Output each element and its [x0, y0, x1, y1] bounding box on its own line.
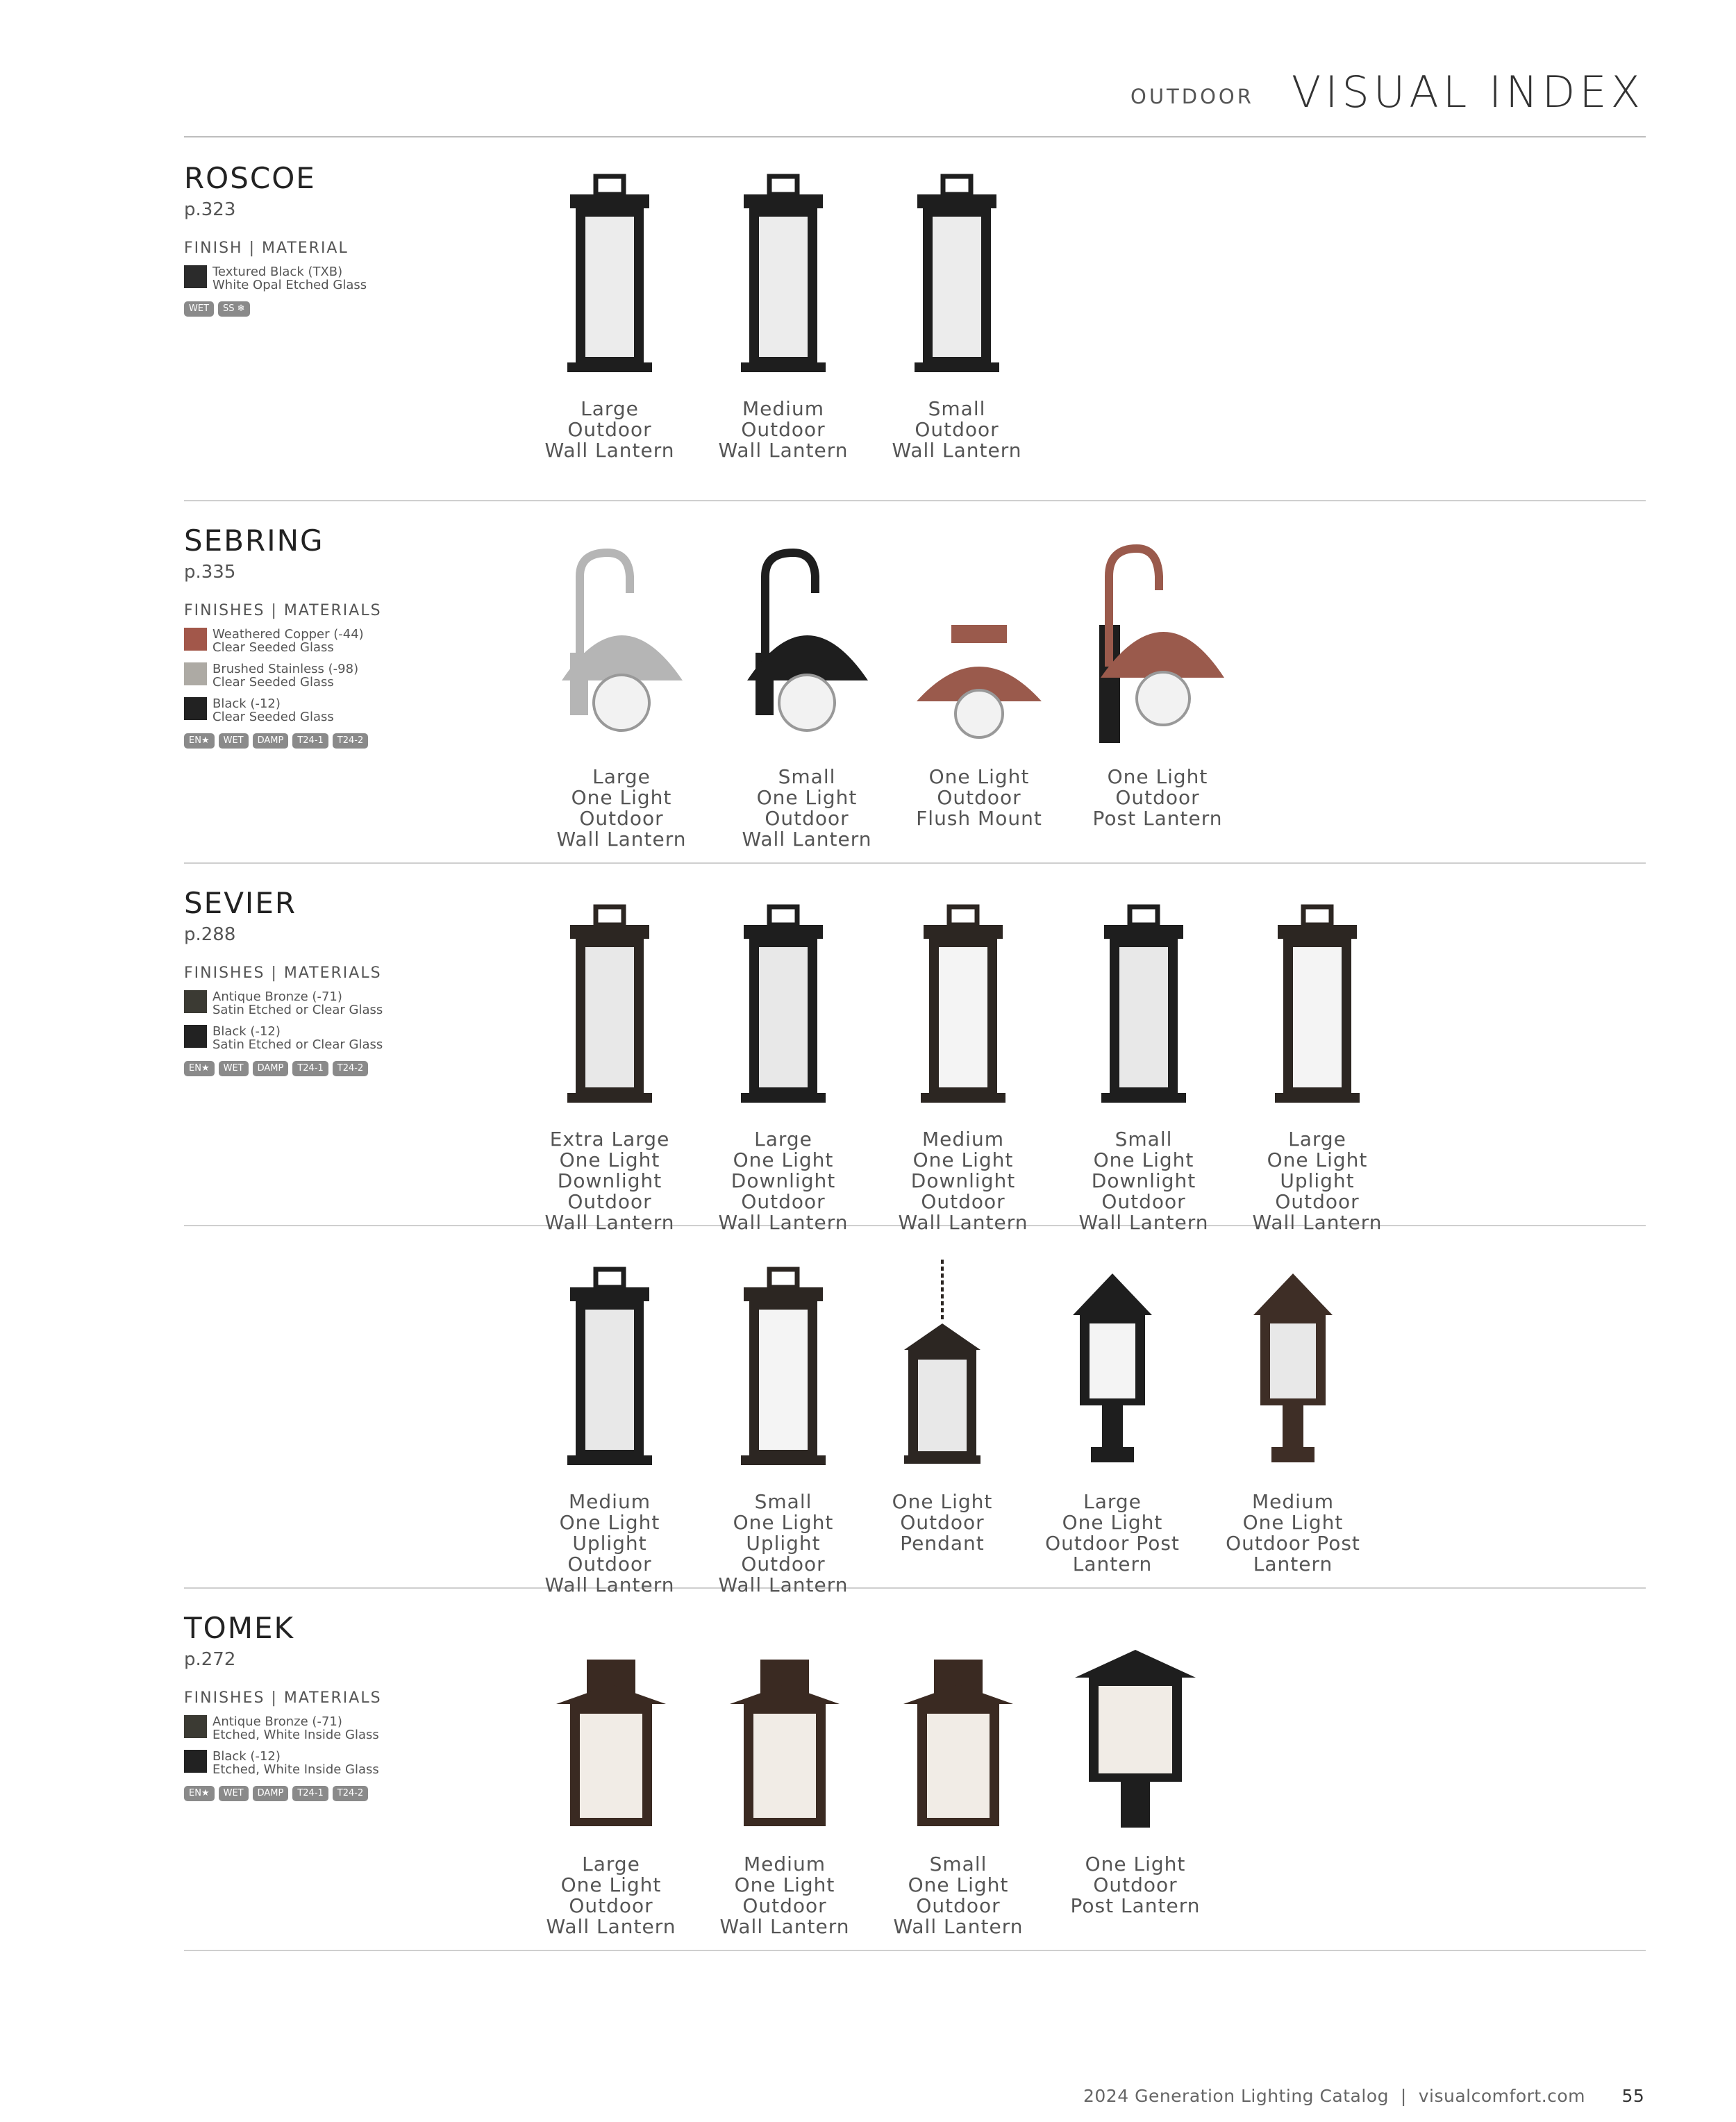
product-label-line: Wall Lantern — [898, 1211, 1028, 1234]
finish-swatch — [184, 697, 207, 720]
lantern-icon — [911, 904, 1015, 1105]
product-image[interactable] — [849, 1260, 1036, 1468]
product-label-line: Outdoor — [1101, 1190, 1186, 1213]
series-sebring — [184, 524, 496, 749]
product-tile[interactable] — [1019, 1260, 1206, 1575]
finish-swatch — [184, 990, 207, 1013]
product-label-line: Uplight — [572, 1532, 647, 1555]
lantern-icon — [1265, 904, 1369, 1105]
product-label-line: One Light — [733, 1148, 834, 1171]
product-image[interactable] — [690, 897, 877, 1105]
product-label-line: Small — [1115, 1128, 1173, 1151]
product-label-line: Outdoor — [567, 1190, 652, 1213]
product-label-line: Outdoor Post — [1045, 1532, 1180, 1555]
product-label-line: Small — [778, 765, 836, 788]
badge: WET — [219, 1786, 249, 1801]
product-label-line: One Light — [733, 1511, 834, 1534]
flush-mount-icon — [910, 618, 1049, 743]
product-label-line: Outdoor — [1275, 1190, 1360, 1213]
finish-row — [184, 1715, 496, 1741]
product-label-line: Small — [928, 397, 986, 420]
series-page-ref[interactable]: p.288 — [184, 924, 236, 945]
product-label — [516, 1492, 703, 1596]
page-footer — [1083, 2086, 1644, 2106]
product-label-line: Wall Lantern — [718, 439, 849, 462]
badge: EN★ — [184, 1786, 215, 1801]
product-label-line: Medium — [742, 397, 824, 420]
product-label-line: One Light — [559, 1148, 660, 1171]
craftsman-lantern-icon — [552, 1657, 670, 1830]
craftsman-post-icon — [1069, 1643, 1201, 1830]
footer-separator: | — [1400, 2086, 1407, 2106]
product-label — [863, 399, 1051, 461]
product-label-line: Outdoor — [937, 786, 1021, 809]
product-label-line: Downlight — [731, 1169, 836, 1192]
product-label-line: One Light — [756, 786, 858, 809]
product-label-line: Outdoor — [567, 1553, 652, 1576]
product-label-line: Wall Lantern — [718, 1573, 849, 1596]
rating-badges — [184, 301, 496, 317]
product-label-line: Outdoor — [921, 1190, 1005, 1213]
product-label-line: One Light — [892, 1490, 993, 1513]
finish-row — [184, 1750, 496, 1776]
badge: EN★ — [184, 733, 215, 749]
product-tile[interactable] — [869, 897, 1057, 1233]
product-label-line: Outdoor — [916, 1894, 1001, 1917]
product-label-line: Outdoor Post — [1226, 1532, 1360, 1555]
craftsman-lantern-icon — [899, 1657, 1017, 1830]
product-tile[interactable] — [1050, 897, 1237, 1233]
section-label: OUTDOOR — [1130, 85, 1254, 108]
product-label-line: Lantern — [1253, 1553, 1333, 1576]
product-label-line: Uplight — [746, 1532, 821, 1555]
product-label-line: Outdoor — [741, 418, 826, 441]
product-label — [1064, 767, 1251, 829]
product-image[interactable] — [517, 1622, 705, 1830]
product-image[interactable] — [690, 167, 877, 375]
product-label-line: Outdoor — [741, 1190, 826, 1213]
product-tile[interactable] — [863, 167, 1051, 461]
finish-heading: FINISHES | MATERIALS — [184, 964, 382, 982]
finish-swatch — [184, 265, 207, 288]
lantern-icon — [731, 1267, 835, 1468]
section-divider — [184, 500, 1646, 501]
series-name: SEBRING — [184, 524, 324, 558]
series-name: ROSCOE — [184, 161, 316, 195]
product-label-line: Wall Lantern — [1252, 1211, 1383, 1234]
product-label-line: One Light — [1085, 1853, 1186, 1875]
catalog-name: 2024 Generation Lighting Catalog — [1083, 2086, 1389, 2106]
product-label-line: Wall Lantern — [742, 828, 872, 851]
lantern-icon — [558, 1267, 662, 1468]
product-label — [1199, 1492, 1387, 1575]
finish-heading: FINISHES | MATERIALS — [184, 602, 382, 619]
product-tile[interactable] — [516, 167, 703, 461]
website-link[interactable]: visualcomfort.com — [1418, 2086, 1586, 2106]
product-label — [1042, 1854, 1229, 1916]
product-image[interactable] — [1050, 897, 1237, 1105]
lantern-icon — [905, 174, 1009, 375]
finish-row — [184, 265, 496, 292]
product-image[interactable] — [1224, 897, 1411, 1105]
product-label-line: Wall Lantern — [544, 1211, 675, 1234]
product-tile[interactable] — [690, 167, 877, 461]
lantern-icon — [731, 904, 835, 1105]
product-tile[interactable] — [517, 1622, 705, 1937]
product-label-line: Outdoor — [567, 418, 652, 441]
product-label-line: One Light — [559, 1511, 660, 1534]
product-image[interactable] — [1042, 1622, 1229, 1830]
product-label-line: Pendant — [900, 1532, 985, 1555]
lantern-icon — [731, 174, 835, 375]
product-image[interactable] — [869, 897, 1057, 1105]
finish-row — [184, 628, 496, 654]
product-label-line: Downlight — [557, 1169, 662, 1192]
material-name: Satin Etched or Clear Glass — [212, 1037, 383, 1052]
product-tile[interactable] — [713, 535, 901, 850]
product-label-line: One Light — [734, 1873, 835, 1896]
product-image[interactable] — [516, 1260, 703, 1468]
product-label-line: Post Lantern — [1092, 807, 1223, 830]
section-divider — [184, 1950, 1646, 1951]
rating-badges — [184, 1786, 496, 1801]
finish-swatch — [184, 1715, 207, 1738]
section-divider — [184, 862, 1646, 864]
product-image[interactable] — [1199, 1260, 1387, 1468]
product-label-line: Downlight — [1091, 1169, 1196, 1192]
product-label-line: Large — [592, 765, 651, 788]
series-page-ref[interactable]: p.335 — [184, 562, 236, 583]
product-image[interactable] — [691, 1622, 878, 1830]
product-tile[interactable] — [691, 1622, 878, 1937]
material-name: Clear Seeded Glass — [212, 675, 334, 690]
product-label-line: Wall Lantern — [892, 439, 1022, 462]
pendant-icon — [890, 1260, 994, 1468]
badge: DAMP — [253, 1786, 289, 1801]
material-name: Clear Seeded Glass — [212, 640, 334, 655]
finish-row — [184, 662, 496, 689]
product-label-line: Outdoor — [569, 1894, 653, 1917]
page-title: VISUAL INDEX — [1291, 67, 1644, 117]
product-label-line: Extra Large — [549, 1128, 670, 1151]
material-name: Etched, White Inside Glass — [212, 1728, 379, 1742]
finish-name: Black (-12) — [212, 696, 281, 711]
product-label-line: Medium — [1252, 1490, 1334, 1513]
material-name: White Opal Etched Glass — [212, 278, 367, 292]
product-label-line: Large — [1083, 1490, 1142, 1513]
product-label — [1224, 1129, 1411, 1233]
product-label-line: Large — [754, 1128, 812, 1151]
product-label — [517, 1854, 705, 1937]
product-label — [865, 1854, 1052, 1937]
badge: T24-1 — [292, 1061, 328, 1076]
product-label — [869, 1129, 1057, 1233]
product-label-line: Wall Lantern — [544, 1573, 675, 1596]
product-tile[interactable] — [516, 1260, 703, 1596]
badge: DAMP — [253, 1061, 289, 1076]
product-label-line: Large — [1288, 1128, 1346, 1151]
product-label-line: Post Lantern — [1070, 1894, 1201, 1917]
rating-badges — [184, 1061, 496, 1076]
product-label-line: Wall Lantern — [1078, 1211, 1209, 1234]
product-label-line: Small — [929, 1853, 987, 1875]
product-tile[interactable] — [516, 897, 703, 1233]
product-label-line: Small — [754, 1490, 812, 1513]
finish-swatch — [184, 1025, 207, 1048]
series-sevier — [184, 886, 496, 1076]
badge: WET — [184, 301, 214, 317]
finish-swatch — [184, 662, 207, 685]
product-tile[interactable] — [865, 1622, 1052, 1937]
product-tile[interactable] — [690, 897, 877, 1233]
product-label-line: One Light — [908, 1873, 1009, 1896]
product-label-line: Wall Lantern — [544, 439, 675, 462]
material-name: Satin Etched or Clear Glass — [212, 1003, 383, 1017]
post-lantern-icon — [1241, 1260, 1345, 1468]
finish-name: Textured Black (TXB) — [212, 265, 343, 279]
series-page-ref[interactable]: p.272 — [184, 1649, 236, 1670]
finish-swatch — [184, 628, 207, 651]
series-tomek — [184, 1611, 496, 1801]
product-label-line: Lantern — [1072, 1553, 1153, 1576]
product-label-line: One Light — [571, 786, 672, 809]
badge: T24-2 — [333, 1061, 368, 1076]
product-label-line: Medium — [744, 1853, 826, 1875]
product-label-line: One Light — [1242, 1511, 1344, 1534]
badge: SS ❄ — [218, 301, 250, 317]
product-label-line: Wall Lantern — [718, 1211, 849, 1234]
rating-badges — [184, 733, 496, 749]
product-label-line: Outdoor — [915, 418, 999, 441]
lantern-icon — [558, 904, 662, 1105]
product-label — [516, 399, 703, 461]
series-roscoe — [184, 161, 496, 317]
barn-light-icon — [737, 549, 876, 743]
finish-name: Weathered Copper (-44) — [212, 627, 364, 642]
product-label-line: Outdoor — [900, 1511, 985, 1534]
product-tile[interactable] — [528, 535, 715, 850]
section-divider — [184, 1587, 1646, 1589]
product-label-line: Outdoor — [765, 807, 849, 830]
product-label-line: One Light — [928, 765, 1030, 788]
badge: DAMP — [253, 733, 289, 749]
product-label-line: Outdoor — [1115, 786, 1200, 809]
series-name: TOMEK — [184, 1611, 295, 1645]
product-image[interactable] — [516, 167, 703, 375]
product-image[interactable] — [1019, 1260, 1206, 1468]
finish-name: Brushed Stainless (-98) — [212, 662, 359, 676]
product-label-line: One Light — [1062, 1511, 1163, 1534]
product-image[interactable] — [516, 897, 703, 1105]
badge: T24-2 — [333, 1786, 368, 1801]
material-name: Clear Seeded Glass — [212, 710, 334, 724]
series-name: SEVIER — [184, 886, 297, 920]
product-tile[interactable] — [1199, 1260, 1387, 1575]
badge: EN★ — [184, 1061, 215, 1076]
product-image[interactable] — [863, 167, 1051, 375]
post-lantern-icon — [1060, 1260, 1165, 1468]
post-barn-light-icon — [1088, 542, 1227, 743]
finish-row — [184, 1025, 496, 1051]
product-image[interactable] — [865, 1622, 1052, 1830]
finish-heading: FINISHES | MATERIALS — [184, 1689, 382, 1707]
badge: WET — [219, 733, 249, 749]
finish-swatch — [184, 1750, 207, 1773]
product-label-line: Large — [582, 1853, 640, 1875]
product-label — [516, 1129, 703, 1233]
product-label — [690, 399, 877, 461]
product-tile[interactable] — [885, 535, 1073, 829]
product-label — [691, 1854, 878, 1937]
product-image[interactable] — [713, 535, 901, 743]
badge: T24-2 — [333, 733, 368, 749]
finish-row — [184, 697, 496, 724]
product-label-line: Downlight — [910, 1169, 1016, 1192]
product-label-line: Medium — [569, 1490, 651, 1513]
barn-light-icon — [552, 549, 691, 743]
product-label-line: Wall Lantern — [546, 1915, 676, 1938]
product-label — [849, 1492, 1036, 1554]
product-label-line: One Light — [1107, 765, 1208, 788]
product-label — [1019, 1492, 1206, 1575]
product-label — [528, 767, 715, 850]
product-label-line: Medium — [922, 1128, 1004, 1151]
product-label-line: One Light — [912, 1148, 1014, 1171]
product-label-line: Wall Lantern — [893, 1915, 1024, 1938]
product-image[interactable] — [1064, 535, 1251, 743]
finish-row — [184, 990, 496, 1017]
product-label-line: Outdoor — [579, 807, 664, 830]
product-label-line: One Light — [560, 1873, 662, 1896]
product-label-line: One Light — [1267, 1148, 1368, 1171]
product-label-line: Uplight — [1280, 1169, 1355, 1192]
craftsman-lantern-icon — [726, 1657, 844, 1830]
product-tile[interactable] — [1224, 897, 1411, 1233]
product-label-line: Large — [581, 397, 639, 420]
series-page-ref[interactable]: p.323 — [184, 199, 236, 220]
finish-name: Antique Bronze (-71) — [212, 1714, 342, 1729]
material-name: Etched, White Inside Glass — [212, 1762, 379, 1777]
page-number: 55 — [1621, 2086, 1645, 2106]
product-label — [885, 767, 1073, 829]
finish-heading: FINISH | MATERIAL — [184, 240, 349, 257]
product-label-line: One Light — [1093, 1148, 1194, 1171]
product-image[interactable] — [528, 535, 715, 743]
badge: T24-1 — [292, 733, 328, 749]
product-label-line: Flush Mount — [916, 807, 1042, 830]
badge: WET — [219, 1061, 249, 1076]
product-image[interactable] — [885, 535, 1073, 743]
product-label-line: Outdoor — [1093, 1873, 1178, 1896]
product-label — [690, 1129, 877, 1233]
lantern-icon — [1092, 904, 1196, 1105]
product-tile[interactable] — [1042, 1622, 1229, 1916]
badge: T24-1 — [292, 1786, 328, 1801]
product-label — [713, 767, 901, 850]
product-label-line: Wall Lantern — [556, 828, 687, 851]
product-label-line: Outdoor — [741, 1553, 826, 1576]
product-label-line: Wall Lantern — [719, 1915, 850, 1938]
finish-name: Black (-12) — [212, 1749, 281, 1764]
product-tile[interactable] — [1064, 535, 1251, 829]
header-divider — [184, 136, 1646, 137]
finish-name: Black (-12) — [212, 1024, 281, 1039]
finish-name: Antique Bronze (-71) — [212, 989, 342, 1004]
product-tile[interactable] — [849, 1260, 1036, 1554]
product-label — [1050, 1129, 1237, 1233]
product-label-line: Outdoor — [742, 1894, 827, 1917]
lantern-icon — [558, 174, 662, 375]
